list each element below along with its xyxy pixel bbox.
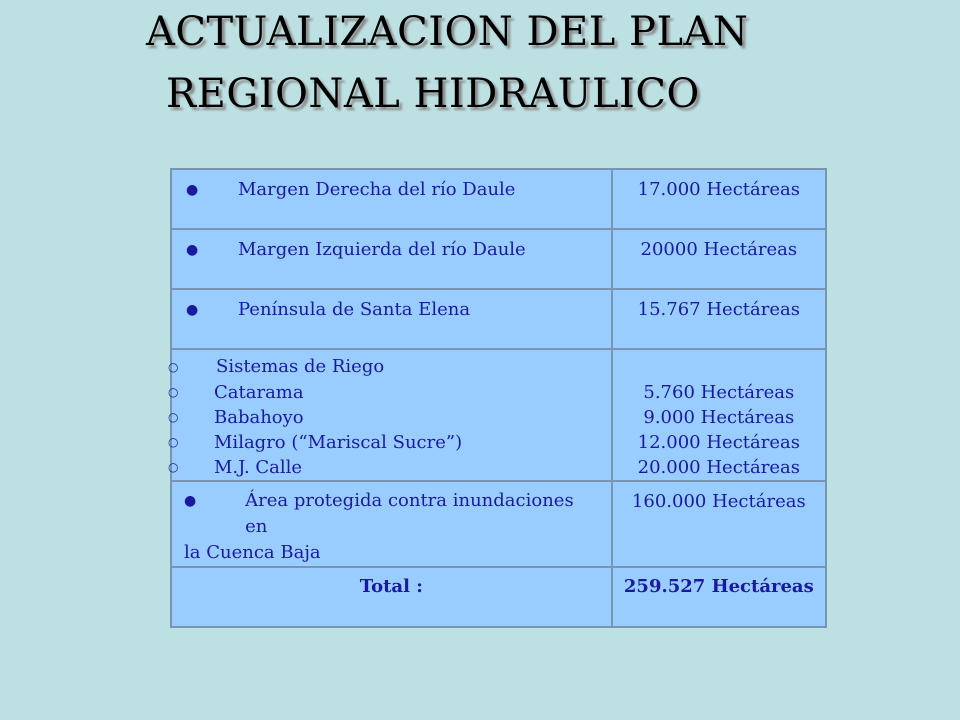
- total-label-cell: [171, 567, 612, 627]
- riego-heading: Sistemas de Riego: [216, 356, 385, 377]
- row-label: Península de Santa Elena: [238, 299, 471, 320]
- hollow-bullet-icon: ○: [168, 385, 179, 399]
- row-label-cell: [171, 229, 612, 289]
- row-value-cell: [612, 229, 826, 289]
- riego-item-label: Milagro (“Mariscal Sucre”): [214, 432, 463, 453]
- bullet-icon: ●: [184, 493, 197, 509]
- row-label: Margen Derecha del río Daule: [238, 179, 516, 200]
- table-row: [171, 289, 826, 349]
- hollow-bullet-icon: ○: [168, 460, 179, 474]
- riego-item-label: Catarama: [214, 382, 304, 403]
- riego-item-value: 5.760 Hectáreas: [643, 382, 795, 403]
- hollow-bullet-icon: ○: [168, 410, 179, 424]
- table-row: [171, 229, 826, 289]
- area-value-cell: [612, 481, 826, 567]
- row-value: 17.000 Hectáreas: [637, 179, 800, 200]
- row-value: 15.767 Hectáreas: [637, 299, 800, 320]
- table-row: [171, 481, 826, 567]
- area-value: 160.000 Hectáreas: [631, 491, 806, 512]
- row-label-cell: [171, 289, 612, 349]
- bullet-icon: ●: [186, 182, 199, 198]
- total-label: Total :: [359, 576, 423, 597]
- row-value-cell: [612, 169, 826, 229]
- row-label-cell: [171, 169, 612, 229]
- area-label-cell: [171, 481, 612, 567]
- title-line-2: REGIONAL HIDRAULICO: [166, 71, 700, 117]
- row-value-cell: [612, 289, 826, 349]
- bullet-icon: ●: [186, 302, 199, 318]
- hollow-bullet-icon: ○: [168, 360, 179, 374]
- riego-item-label: Babahoyo: [214, 407, 304, 428]
- area-label-line1: Área protegida contra inundaciones en: [245, 490, 574, 537]
- title-line-1: ACTUALIZACION DEL PLAN: [146, 9, 749, 55]
- total-value-cell: [612, 567, 826, 627]
- riego-item-value: 9.000 Hectáreas: [643, 407, 795, 428]
- table-row-total: [171, 567, 826, 627]
- row-value: 20000 Hectáreas: [640, 239, 798, 260]
- bullet-icon: ●: [186, 242, 199, 258]
- riego-item-label: M.J. Calle: [214, 457, 303, 478]
- hollow-bullet-icon: ○: [168, 435, 179, 449]
- riego-value-cell: [612, 349, 826, 481]
- table-row: [171, 169, 826, 229]
- hydraulic-plan-table: [170, 168, 827, 628]
- riego-label-cell: [168, 349, 612, 481]
- area-label-line2: la Cuenca Baja: [184, 542, 321, 563]
- row-label: Margen Izquierda del río Daule: [238, 239, 526, 260]
- riego-item-value: 12.000 Hectáreas: [637, 432, 800, 453]
- total-value: 259.527 Hectáreas: [623, 576, 814, 597]
- table-row-riego: [171, 349, 826, 481]
- riego-item-value: 20.000 Hectáreas: [637, 457, 800, 478]
